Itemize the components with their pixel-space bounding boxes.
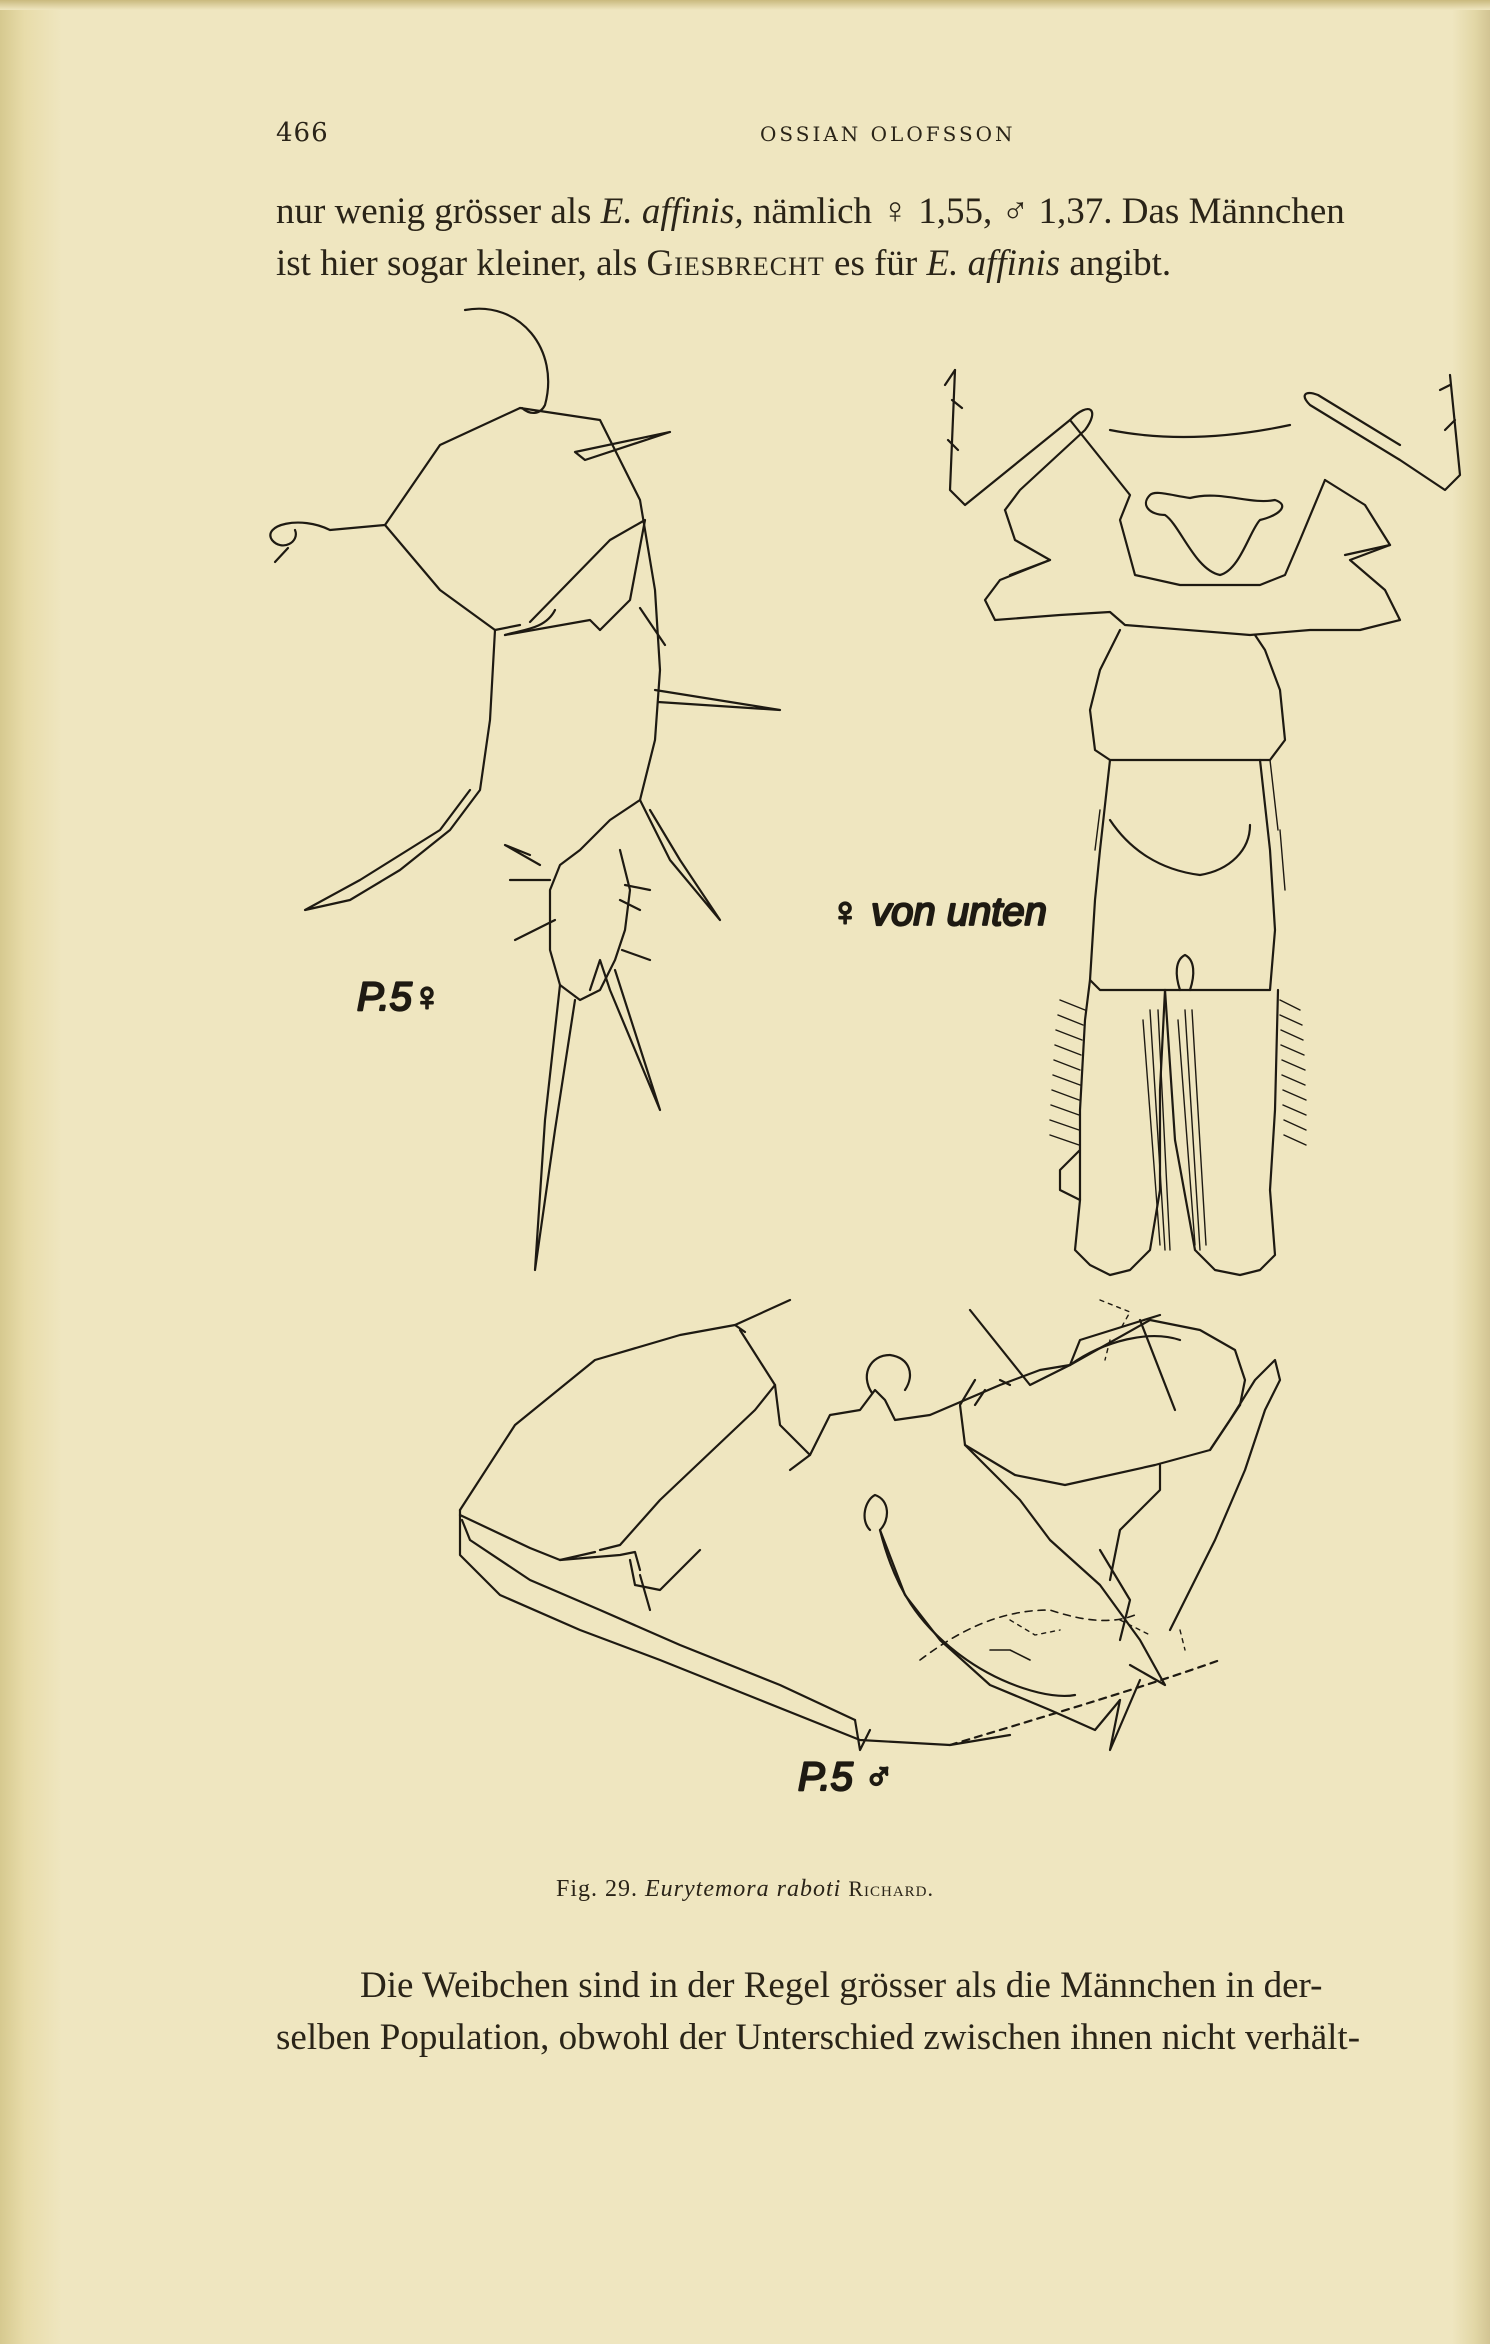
figure-plate bbox=[0, 290, 1490, 1870]
abdomen-setae-right bbox=[1178, 1000, 1306, 1250]
label-p5-female: P.5♀ bbox=[357, 975, 442, 1019]
text-line: ist hier sogar kleiner, als bbox=[276, 243, 647, 284]
text-line: nämlich ♀ 1,55, ♂ 1,37. Das Männchen bbox=[743, 191, 1345, 232]
caption-species: Eurytemora raboti bbox=[645, 1876, 842, 1902]
paragraph-top bbox=[276, 186, 1451, 290]
text-line: Die Weibchen sind in der Regel grösser als die Männchen in der- bbox=[360, 1965, 1323, 2006]
figure-caption bbox=[0, 1876, 1490, 1903]
caption-author: Richard. bbox=[848, 1876, 935, 1901]
page-number: 466 bbox=[276, 118, 329, 148]
text-line: nur wenig grösser als bbox=[276, 191, 601, 232]
p5-male-drawing bbox=[460, 1300, 1280, 1750]
female-abdomen-drawing bbox=[945, 370, 1460, 1275]
p5-female-drawing bbox=[270, 309, 780, 1270]
page-top-shadow bbox=[0, 0, 1490, 10]
running-head: OSSIAN OLOFSSON bbox=[760, 122, 1016, 146]
text-line: selben Population, obwohl der Unterschied zwischen ihnen nicht verhält- bbox=[276, 2017, 1361, 2058]
paragraph-bottom bbox=[276, 1960, 1451, 2064]
text-line: angibt. bbox=[1060, 243, 1172, 284]
species-name: E. affinis, bbox=[600, 191, 744, 232]
species-name: E. affinis bbox=[926, 243, 1061, 284]
author-name: Giesbrecht bbox=[646, 243, 825, 284]
label-p5-male: P.5 ♂ bbox=[798, 1755, 894, 1799]
caption-figure-number: Fig. 29. bbox=[555, 1876, 638, 1902]
abdomen-setae-left bbox=[1050, 1000, 1170, 1250]
label-female-from-below: ♀ von unten bbox=[830, 890, 1047, 934]
text-line: es für bbox=[824, 243, 927, 284]
